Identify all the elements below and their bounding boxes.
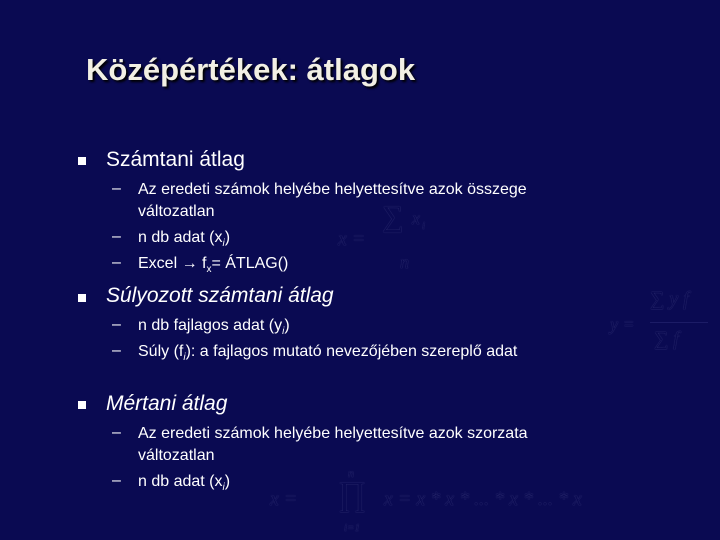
page-title: Középértékek: átlagok bbox=[86, 52, 416, 87]
dash-icon: – bbox=[112, 472, 121, 489]
section-heading-arithmetic: Számtani átlag bbox=[106, 148, 245, 171]
dash-icon: – bbox=[112, 254, 121, 271]
weighted-mean-formula: y = ∑ y f ∑ f bbox=[610, 284, 710, 364]
list-item: változatlan bbox=[138, 203, 215, 220]
section-heading-geometric: Mértani átlag bbox=[106, 392, 228, 415]
list-item: Az eredeti számok helyébe helyettesítve azok összege bbox=[138, 181, 527, 198]
dash-icon: – bbox=[112, 228, 121, 245]
list-item: Excel → $f_x=$ ÁTLAG() bbox=[138, 255, 289, 276]
list-item: Súly $(f_i)$: a fajlagos mutató nevezőjében szereplő adat bbox=[138, 343, 518, 364]
arithmetic-mean-formula: x = ∑ x i n bbox=[338, 200, 426, 272]
bullet-icon bbox=[78, 294, 86, 302]
geometric-mean-formula: x = n ∏ i=1 x = x * x * ... * x * ... * x bbox=[270, 466, 582, 534]
section-heading-weighted: Súlyozott számtani átlag bbox=[106, 284, 334, 307]
list-item: n db adat $(x_i)$ bbox=[138, 229, 231, 250]
dash-icon: – bbox=[112, 180, 121, 197]
bullet-icon bbox=[78, 401, 86, 409]
list-item: n db fajlagos adat $(y_i)$ bbox=[138, 317, 290, 338]
dash-icon: – bbox=[112, 424, 121, 441]
dash-icon: – bbox=[112, 316, 121, 333]
list-item: Az eredeti számok helyébe helyettesítve azok szorzata bbox=[138, 425, 528, 442]
list-item: változatlan bbox=[138, 447, 215, 464]
list-item: n db adat $(x_i)$ bbox=[138, 473, 231, 494]
dash-icon: – bbox=[112, 342, 121, 359]
bullet-icon bbox=[78, 157, 86, 165]
